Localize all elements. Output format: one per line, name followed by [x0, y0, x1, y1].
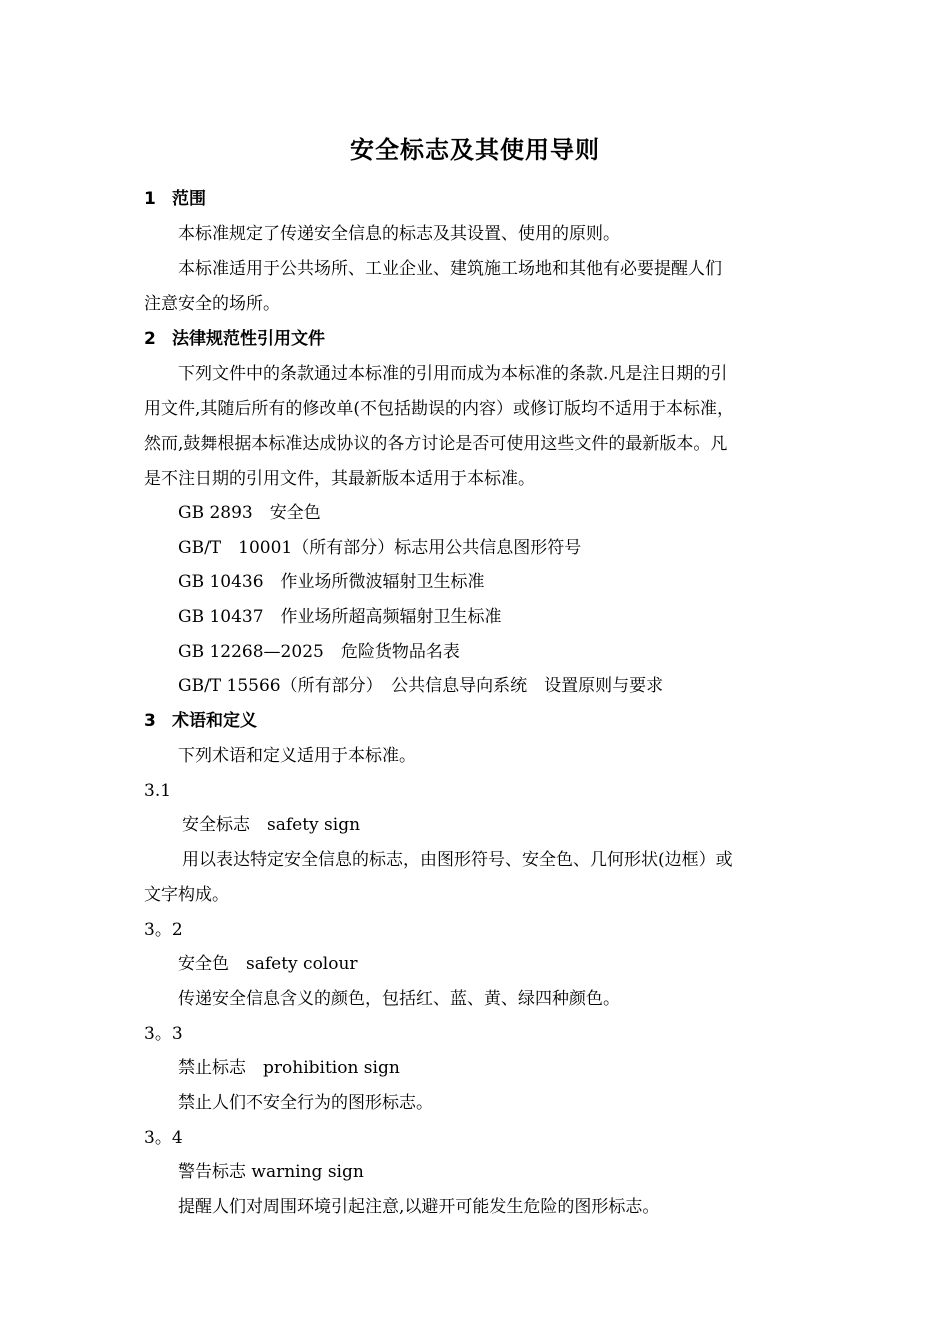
section-3-number: 3 [144, 711, 156, 731]
section-2-paragraph-line-4: 是不注日期的引用文件，其最新版本适用于本标准。 [144, 469, 535, 489]
term-definition-line-1: 传递安全信息含义的颜色，包括红、蓝、黄、绿四种颜色。 [178, 989, 620, 1009]
section-2-paragraph-line-2: 用文件,其随后所有的修改单(不包括勘误的内容）或修订版均不适用于本标准， [144, 399, 735, 419]
term-definition-line-1: 用以表达特定安全信息的标志，由图形符号、安全色、几何形状(边框）或 [182, 850, 733, 870]
term-definition-line-1: 禁止人们不安全行为的图形标志。 [178, 1093, 433, 1113]
section-3-heading [144, 708, 257, 734]
term-number: 3。2 [144, 920, 183, 940]
term-definition-line-2: 文字构成。 [144, 885, 229, 905]
reference-item: GB/T 10001（所有部分）标志用公共信息图形符号 [178, 538, 582, 558]
term-number: 3。4 [144, 1128, 183, 1148]
section-2-paragraph-line-3: 然而,鼓舞根据本标准达成协议的各方讨论是否可使用这些文件的最新版本。凡 [144, 434, 728, 454]
section-1-title: 范围 [172, 189, 206, 209]
section-1-number: 1 [144, 189, 156, 209]
term-number: 3。3 [144, 1024, 183, 1044]
section-2-title: 法律规范性引用文件 [172, 329, 325, 349]
section-1-heading [144, 186, 206, 212]
reference-item: GB 12268—2025 危险货物品名表 [178, 642, 460, 662]
section-1-paragraph-2-line-1: 本标准适用于公共场所、工业企业、建筑施工场地和其他有必要提醒人们 [178, 259, 722, 279]
section-1-paragraph-1: 本标准规定了传递安全信息的标志及其设置、使用的原则。 [178, 224, 620, 244]
term-title: 禁止标志 prohibition sign [178, 1058, 400, 1078]
term-title: 安全色 safety colour [178, 954, 358, 974]
section-2-paragraph-line-1: 下列文件中的条款通过本标准的引用而成为本标准的条款.凡是注日期的引 [178, 364, 728, 384]
section-3-title: 术语和定义 [172, 711, 257, 731]
section-2-number: 2 [144, 329, 156, 349]
section-1-paragraph-2-line-2: 注意安全的场所。 [144, 294, 280, 314]
reference-item: GB 10437 作业场所超高频辐射卫生标准 [178, 607, 502, 627]
term-number: 3.1 [144, 781, 172, 801]
section-2-heading [144, 326, 325, 352]
term-title: 警告标志 warning sign [178, 1162, 364, 1182]
term-definition-line-1: 提醒人们对周围环境引起注意,以避开可能发生危险的图形标志。 [178, 1197, 660, 1217]
term-title: 安全标志 safety sign [182, 815, 361, 835]
document-title: 安全标志及其使用导则 [350, 136, 600, 164]
reference-item: GB 10436 作业场所微波辐射卫生标准 [178, 572, 485, 592]
section-3-intro: 下列术语和定义适用于本标准。 [178, 746, 416, 766]
reference-item: GB/T 15566（所有部分） 公共信息导向系统 设置原则与要求 [178, 676, 664, 696]
reference-item: GB 2893 安全色 [178, 503, 321, 523]
